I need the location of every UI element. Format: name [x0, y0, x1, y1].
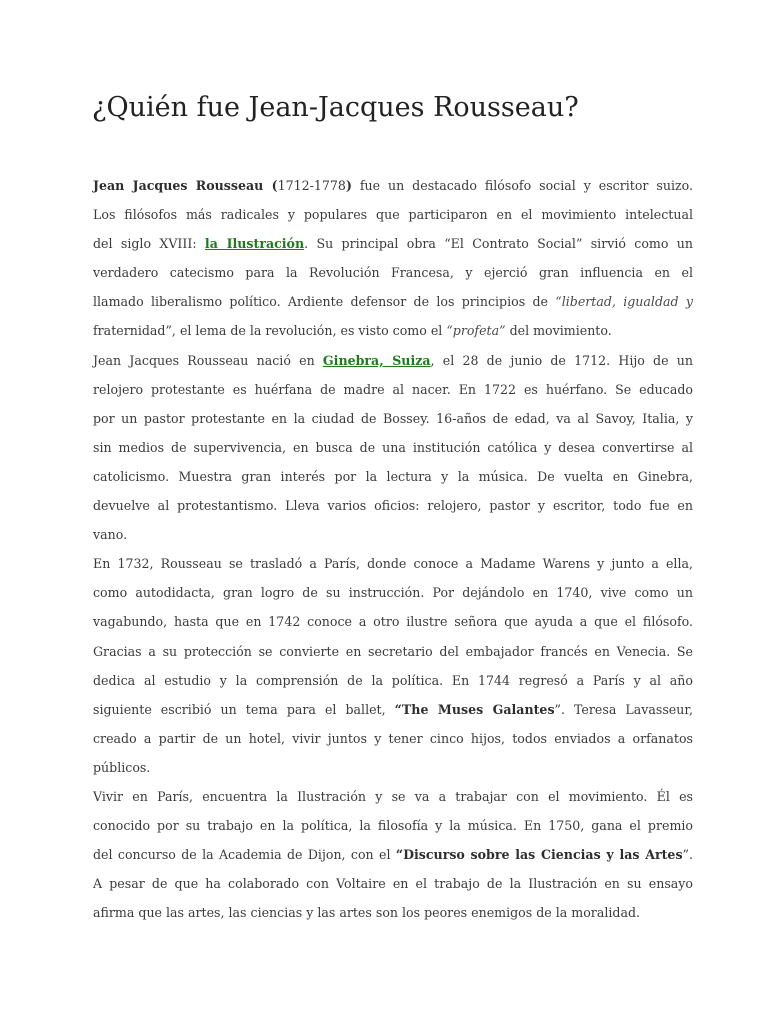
text-run: ”. Teresa Lavasseur,: [554, 701, 694, 717]
text-line: [93, 346, 693, 375]
text-run: vano.: [93, 527, 128, 543]
text-line: [93, 840, 693, 869]
text-line: [93, 578, 693, 607]
text-line: [93, 200, 693, 229]
text-run: Vivir en París, encuentra la Ilustración y se va a trabajar con el movimiento. Él es: [93, 788, 693, 804]
text-line: [93, 171, 693, 200]
text-line: [93, 666, 693, 695]
text-run: . Su principal obra “El Contrato Social” sirvió como un: [304, 236, 693, 252]
text-run: Jean Jacques Rousseau nació en: [93, 352, 323, 368]
text-run: Gracias a su protección se convierte en secretario del embajador francés en Venecia. Se: [93, 643, 693, 659]
text-line: [93, 462, 693, 491]
text-run: , el 28 de junio de 1712. Hijo de un: [430, 352, 694, 368]
text-line: [93, 607, 693, 636]
text-run: conocido por su trabajo en la política, la filosofía y la música. En 1750, gana el premio: [93, 818, 693, 834]
text-line: [93, 375, 693, 404]
text-line: [93, 811, 693, 840]
body-paragraph: [93, 171, 693, 346]
text-line: [93, 229, 693, 258]
text-line: [93, 316, 693, 345]
bold-text: Jean Jacques Rousseau (: [93, 178, 278, 193]
text-line: [93, 869, 693, 898]
italic-text: “libertad, igualdad y: [555, 294, 693, 310]
document-body: [93, 171, 693, 927]
text-run: En 1732, Rousseau se trasladó a París, donde conoce a Madame Warens y junto a ella,: [93, 556, 693, 572]
body-paragraph: [93, 346, 693, 550]
text-run: del siglo XVIII:: [93, 236, 205, 252]
text-line: [93, 753, 693, 782]
text-line: [93, 898, 693, 927]
text-line: [93, 695, 693, 724]
text-run: catolicismo. Muestra gran interés por la lectura y la música. De vuelta en Ginebra,: [93, 468, 693, 484]
text-run: fraternidad”, el lema de la revolución, es visto como el: [93, 323, 447, 339]
text-run: 1712-1778: [277, 178, 346, 193]
text-line: [93, 491, 693, 520]
body-paragraph: [93, 782, 693, 927]
text-run: Los filósofos más radicales y populares que participaron en el movimiento intelectual: [93, 207, 693, 223]
text-run: relojero protestante es huérfana de madre al nacer. En 1722 es huérfano. Se educado: [93, 381, 693, 397]
text-run: como autodidacta, gran logro de su instrucción. Por dejándolo en 1740, vive como un: [93, 585, 693, 601]
inline-link[interactable]: Ginebra, Suiza: [322, 352, 431, 368]
text-run: fue un destacado filósofo social y escritor suizo.: [351, 178, 693, 193]
text-line: [93, 782, 693, 811]
text-run: llamado liberalismo político. Ardiente defensor de los principios de: [93, 294, 556, 310]
document-title: ¿Quién fue Jean-Jacques Rousseau?: [92, 92, 579, 123]
text-run: creado a partir de un hotel, vivir juntos y tener cinco hijos, todos enviados a orfanatos: [93, 730, 693, 746]
text-line: [93, 724, 693, 753]
text-line: [93, 258, 693, 287]
text-run: verdadero catecismo para la Revolución Francesa, y ejerció gran influencia en el: [93, 265, 693, 281]
text-line: [93, 637, 693, 666]
text-run: siguiente escribió un tema para el ballet,: [93, 701, 395, 717]
inline-link[interactable]: la Ilustración: [204, 236, 305, 252]
text-line: [93, 549, 693, 578]
text-run: sin medios de supervivencia, en busca de una institución católica y desea convertirse al: [93, 439, 693, 455]
text-run: por un pastor protestante en la ciudad de Bossey. 16-años de edad, va al Savoy, Italia, y: [93, 410, 693, 426]
text-run: dedica al estudio y la comprensión de la política. En 1744 regresó a París y al año: [93, 672, 693, 688]
text-run: vagabundo, hasta que en 1742 conoce a otro ilustre señora que ayuda a que el filósofo.: [93, 614, 693, 630]
bold-text: ): [345, 178, 352, 193]
text-line: [93, 287, 693, 316]
body-paragraph: [93, 549, 693, 782]
italic-text: “profeta”: [446, 323, 506, 339]
bold-text: “Discurso sobre las Ciencias y las Artes: [395, 847, 683, 863]
text-line: [93, 404, 693, 433]
text-run: públicos.: [93, 759, 151, 775]
text-run: del concurso de la Academia de Dijon, con el: [93, 847, 396, 863]
bold-text: “The Muses Galantes: [394, 701, 555, 717]
text-run: del movimiento.: [505, 323, 612, 339]
text-run: A pesar de que ha colaborado con Voltaire en el trabajo de la Ilustración en su ensayo: [93, 876, 693, 892]
text-run: afirma que las artes, las ciencias y las artes son los peores enemigos de la moralidad.: [93, 905, 641, 921]
text-line: [93, 520, 693, 549]
text-run: devuelve al protestantismo. Lleva varios oficios: relojero, pastor y escritor, todo fue en: [93, 498, 693, 514]
text-run: ”.: [682, 847, 693, 863]
text-line: [93, 433, 693, 462]
